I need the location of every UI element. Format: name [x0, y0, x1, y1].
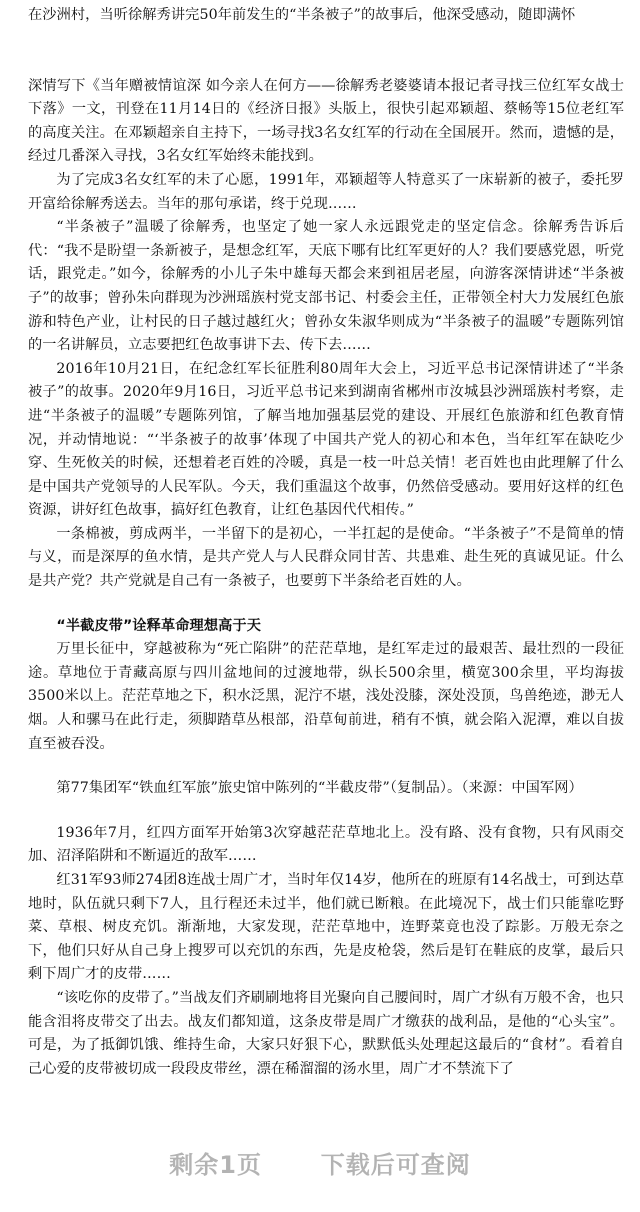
paragraph-article-publication: 深情写下《当年赠被情谊深 如今亲人在何方——徐解秀老婆婆请本报记者寻找三位红军女战士下落》一文，刊登在11月14日的《经济日报》头版上，很快引起邓颖超、蔡畅等15位老红军的高度关注。在邓颖超亲自主持下，一场寻找3名女红军的行动在全国展开。然而，遗憾的是，经过几番深入寻找，3名女红军始终未能找到。 [28, 77, 624, 165]
remaining-pages-label: 剩余1页 [169, 1151, 262, 1179]
paragraph-zhou-guangcai: 红31军93师274团8连战士周广才，当时年仅14岁，他所在的班原有14名战士，可到达草地时，队伍就只剩下7人，且行程还未过半，他们就已断粮。在此境况下，战士们只能靠吃野菜、草根、树皮充饥。渐渐地，大家发现，茫茫草地中，连野菜竟也没了踪影。万般无奈之下，他们只好从自己身上搜罗可以充饥的东西，先是皮枪袋，然后是钉在鞋底的皮掌，最后只剩下周广才的皮带…… [28, 872, 624, 983]
paragraph-belt-story: “该吃你的皮带了。”当战友们齐刷刷地将目光聚向自己腰间时，周广才纵有万般不舍，也只能含泪将皮带交了出去。战友们都知道，这条皮带是周广才缴获的战利品，是他的“心头宝”。可是，为了抵御饥饿、维持生命，大家只好狠下心，默默低头处理起这最后的“食材”。看着自己心爱的皮带被切成一段段皮带丝，漂在稀溜溜的汤水里，周广才不禁流下了 [28, 989, 624, 1077]
paragraph-xi-speech: 2016年10月21日，在纪念红军长征胜利80周年大会上，习近平总书记深情讲述了“半条被子”的故事。2020年9月16日，习近平总书记来到湖南省郴州市汝城县沙洲瑶族村考察，走进“半条被子的温暖”专题陈列馆，了解当地加强基层党的建设、开展红色旅游和红色教育情况，并动情地说：“‘半条被子的故事’体现了中国共产党人的初心和本色，当年红军在缺吃少穿、生死攸关的时候，还想着老百姓的冷暖，真是一枝一叶总关情！老百姓也由此理解了什么是中国共产党领导的人民军队。今天，我们重温这个故事，仍然倍受感动。要用好这样的红色资源，讲好红色故事，搞好红色教育，让红色基因代代相传。” [28, 360, 624, 519]
section-heading: “半截皮带”诠释革命理想高于天 [56, 617, 261, 634]
image-caption: 第77集团军“铁血红军旅”旅史馆中陈列的“半截皮带”（复制品）。（来源：中国军网） [56, 780, 583, 797]
spacer [28, 756, 624, 777]
download-hint-label: 下载后可查阅 [320, 1151, 471, 1179]
paragraph-grassland: 万里长征中，穿越被称为“死亡陷阱”的茫茫草地，是红军走过的最艰苦、最壮烈的一段征途。草地位于青藏高原与四川盆地间的过渡地带，纵长500余里，横宽300余里，平均海拔3500米以上。茫茫草地之下，积水泛黑，泥泞不堪，浅处没膝，深处没顶，鸟兽绝迹，渺无人烟。人和骡马在此行走，须脚踏草丛根部，沿草甸前进，稍有不慎，就会陷入泥潭，难以自拔直至被吞没。 [28, 641, 624, 752]
spacer [28, 801, 624, 822]
spacer [28, 594, 624, 615]
paragraph-quilt-meaning: 一条棉被，剪成两半，一半留下的是初心，一半扛起的是使命。“半条被子”不是简单的情与义，而是深厚的鱼水情，是共产党人与人民群众同甘苦、共患难、赴生死的真诚见证。什么是共产党？共产党就是自己有一条被子，也要剪下半条给老百姓的人。 [28, 525, 624, 590]
document-body [28, 4, 624, 1081]
paragraph-family-legacy: “半条被子”温暖了徐解秀，也坚定了她一家人永远跟党走的坚定信念。徐解秀告诉后代：“我不是盼望一条新被子，是想念红军，天底下哪有比红军更好的人？我们要感党恩，听党话，跟党走。”如今，徐解秀的小儿子朱中雄每天都会来到祖居老屋，向游客深情讲述“半条被子”的故事；曾孙朱向群现为沙洲瑶族村党支部书记、村委会主任，正带领全村大力发展红色旅游和特色产业，让村民的日子越过越红火；曾孙女朱淑华则成为“半条被子的温暖”专题陈列馆的一名讲解员，立志要把红色故事讲下去、传下去…… [28, 219, 624, 354]
download-prompt-banner[interactable] [0, 1145, 640, 1180]
paragraph-intro-fragment: 在沙洲村，当听徐解秀讲完50年前发生的“半条被子”的故事后，他深受感动，随即满怀 [28, 7, 576, 23]
paragraph-fourth-front-army: 1936年7月，红四方面军开始第3次穿越茫茫草地北上。没有路、没有食物，只有风雨交加、沼泽陷阱和不断逼近的敌军…… [28, 824, 624, 865]
paragraph-new-quilt: 为了完成3名女红军的未了心愿，1991年，邓颖超等人特意买了一床崭新的被子，委托罗开富给徐解秀送去。当年的那句承诺，终于兑现…… [28, 171, 624, 212]
